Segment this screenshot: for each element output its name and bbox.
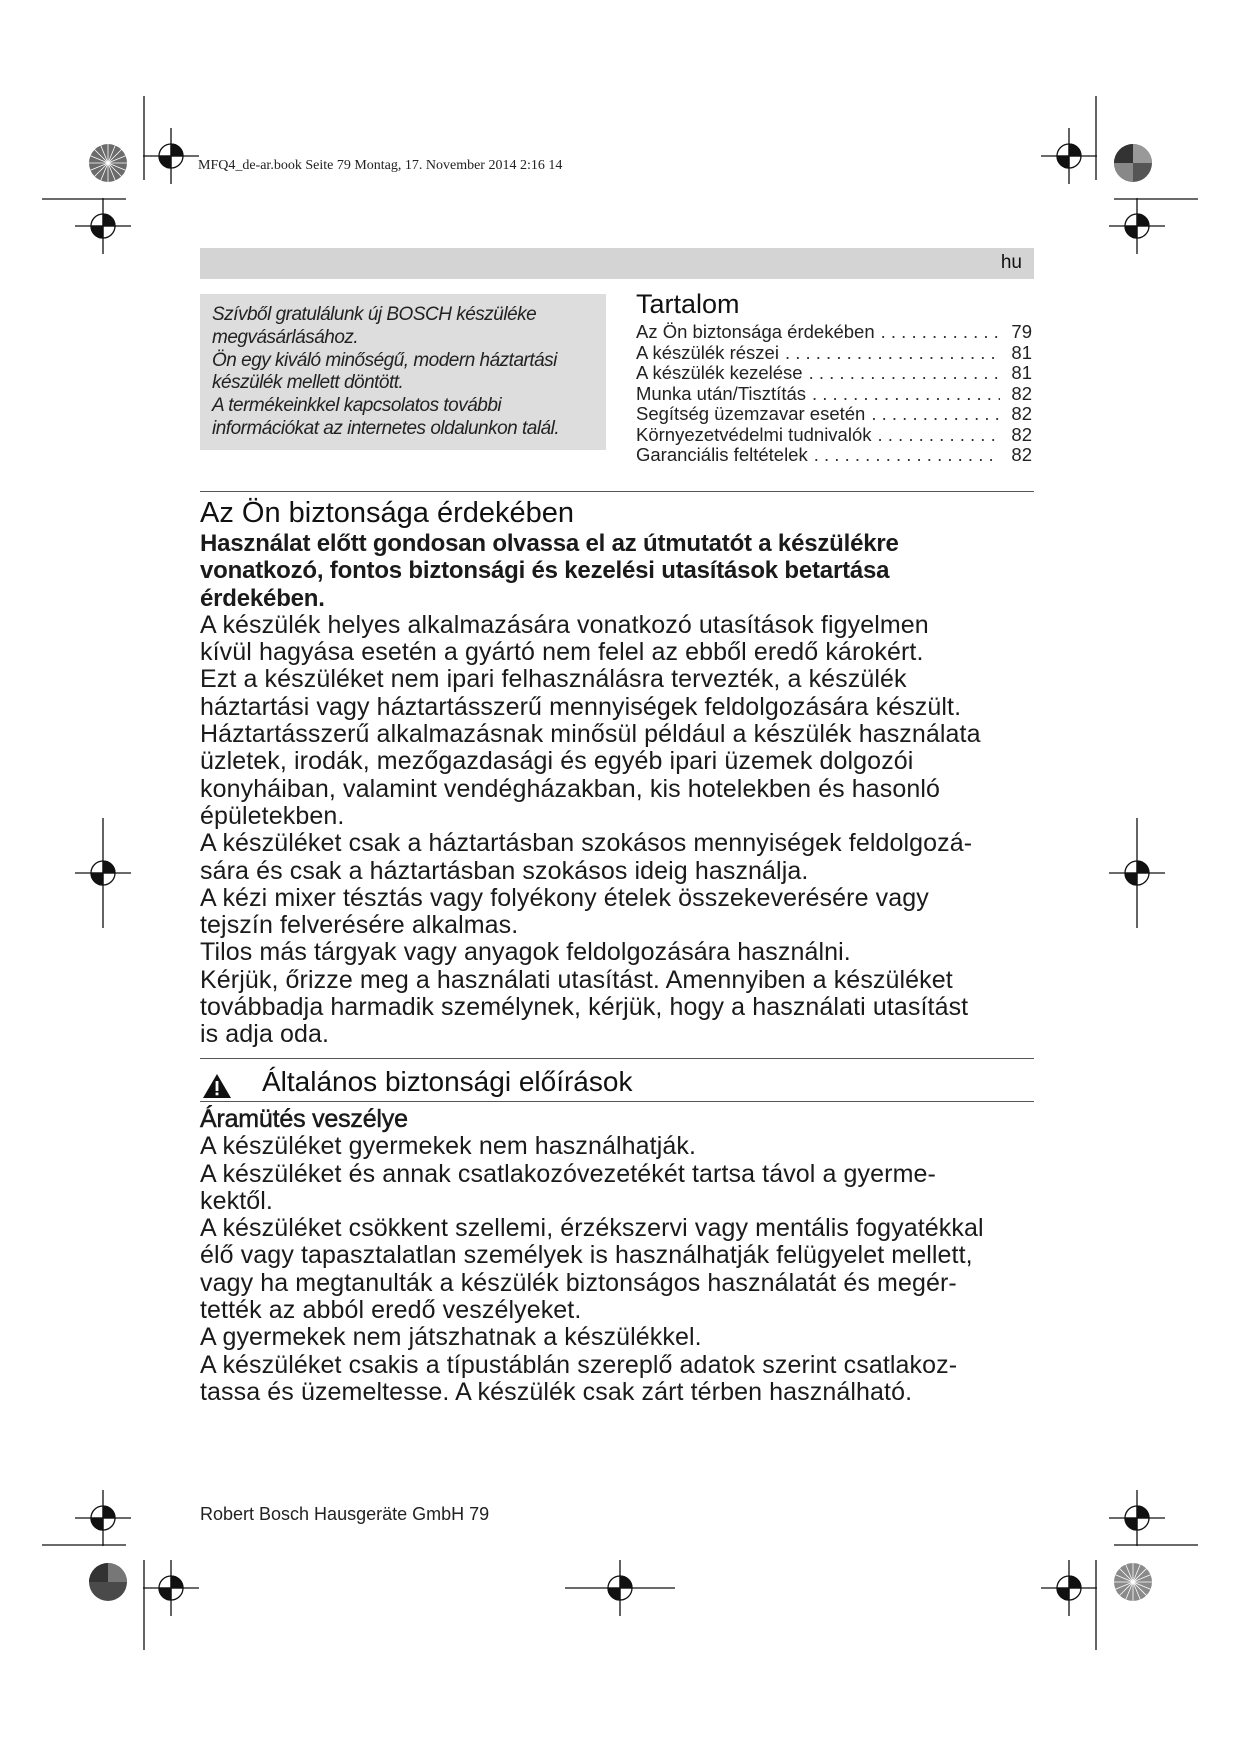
toc-leader-dots xyxy=(812,384,1000,405)
print-header: MFQ4_de-ar.book Seite 79 Montag, 17. November 2014 2:16 14 xyxy=(198,158,563,173)
page-footer: Robert Bosch Hausgeräte GmbH 79 xyxy=(200,1504,490,1524)
safety-bold-line: vonatkozó, fontos biztonsági és kezelési utasítások betartása xyxy=(200,557,890,585)
safety-bold-line: Használat előtt gondosan olvassa el az útmutatót a készülékre xyxy=(200,530,899,557)
general-body-line: kektől. xyxy=(200,1186,273,1215)
toc-entry-page: 82 xyxy=(1011,423,1032,445)
safety-body-line: kívül hagyása esetén a gyártó nem felel az ebből eredő károkért. xyxy=(200,638,924,667)
general-body-line: A készüléket gyermekek nem használhatják. xyxy=(200,1132,697,1161)
toc-leader-dots xyxy=(881,322,1000,343)
electric-shock-subheading: Áramütés veszélye xyxy=(200,1105,408,1133)
safety-body-line: továbbadja harmadik személynek, kérjük, hogy a használati utasítást xyxy=(200,993,969,1022)
safety-heading: Az Ön biztonsága érdekében xyxy=(200,497,575,529)
section-divider xyxy=(200,1101,1034,1102)
toc-entry-label: A készülék kezelése xyxy=(636,362,803,383)
safety-body-line: üzletek, irodák, mezőgazdasági és egyéb ipari üzemek dolgozói xyxy=(200,747,914,776)
section-divider xyxy=(200,491,1034,492)
safety-body-line: tejszín felverésére alkalmas. xyxy=(200,911,519,940)
general-body-line: tassa és üzemeltesse. A készülék csak zárt térben használható. xyxy=(200,1377,913,1406)
toc-entry[interactable] xyxy=(636,322,1032,343)
safety-body-line: A készülék helyes alkalmazására vonatkozó utasítások figyelmen xyxy=(200,610,929,639)
intro-line: információkat az internetes oldalunkon talál. xyxy=(212,417,560,439)
safety-body-line: épületekben. xyxy=(200,801,345,830)
safety-section xyxy=(200,496,1050,1049)
safety-body-line: sára és csak a háztartásban szokásos ideig használja. xyxy=(200,856,809,885)
toc-entry-label: Az Ön biztonsága érdekében xyxy=(636,321,875,342)
toc-entry-page: 82 xyxy=(1011,382,1032,404)
table-of-contents xyxy=(636,288,1032,466)
warning-triangle-icon xyxy=(202,1073,232,1099)
toc-entry-page: 82 xyxy=(1011,403,1032,424)
intro-line: A termékeinkkel kapcsolatos további xyxy=(212,395,502,417)
toc-entry[interactable] xyxy=(636,445,1032,466)
toc-entry-page: 81 xyxy=(1011,341,1032,363)
general-body-line: A gyermekek nem játszhatnak a készülékkel. xyxy=(200,1323,702,1352)
general-body-line: A készüléket csakis a típustáblán szereplő adatok szerint csatlakoz- xyxy=(200,1350,958,1379)
toc-leader-dots xyxy=(785,343,1000,364)
general-safety-heading: Általános biztonsági előírások xyxy=(262,1066,633,1097)
toc-entry-label: Környezetvédelmi tudnivalók xyxy=(636,423,872,445)
toc-leader-dots xyxy=(878,425,1001,446)
intro-line: Szívből gratulálunk új BOSCH készüléke xyxy=(212,304,537,325)
toc-entry[interactable] xyxy=(636,404,1032,425)
general-body-line: A készüléket csökkent szellemi, érzékszervi vagy mentális fogyatékkal xyxy=(200,1214,984,1243)
toc-leader-dots xyxy=(809,363,1000,384)
toc-leader-dots xyxy=(871,404,1000,425)
safety-body-line: Ezt a készüléket nem ipari felhasználásra tervezték, a készülék xyxy=(200,665,907,694)
toc-entry-label: Segítség üzemzavar esetén xyxy=(636,403,866,424)
toc-entry-label: Garanciális feltételek xyxy=(636,444,808,465)
toc-entry-page: 82 xyxy=(1011,444,1032,465)
toc-entry[interactable] xyxy=(636,384,1032,405)
toc-entry-page: 81 xyxy=(1011,362,1032,383)
safety-body-line: A készüléket csak a háztartásban szokásos mennyiségek feldolgozá- xyxy=(200,829,973,858)
safety-body-line: A kézi mixer tésztás vagy folyékony ételek összekeverésére vagy xyxy=(200,883,929,912)
safety-bold-line: érdekében. xyxy=(200,584,325,612)
toc-entry[interactable] xyxy=(636,343,1032,364)
intro-box xyxy=(200,294,606,450)
general-safety-section xyxy=(200,1106,1050,1406)
toc-leader-dots xyxy=(814,445,1000,466)
general-body-line: tették az abból eredő veszélyeket. xyxy=(200,1296,582,1325)
safety-body-line: konyháiban, valamint vendégházakban, kis hotelekben és hasonló xyxy=(200,774,941,803)
general-body-line: A készüléket és annak csatlakozóvezetékét tartsa távol a gyerme- xyxy=(200,1159,936,1188)
general-body-line: vagy ha megtanulták a készülék biztonságos használatát és megér- xyxy=(200,1268,957,1297)
safety-body-line: háztartási vagy háztartásszerű mennyiségek feldolgozására készült. xyxy=(200,692,962,721)
general-safety-header xyxy=(200,1063,1042,1103)
toc-entry-label: Munka után/Tisztítás xyxy=(636,382,806,404)
toc-title: Tartalom xyxy=(636,289,740,319)
toc-entry-label: A készülék részei xyxy=(636,341,779,363)
toc-entry[interactable] xyxy=(636,425,1032,446)
language-code: hu xyxy=(1000,252,1022,273)
intro-line: megvásárlásához. xyxy=(212,326,359,348)
general-body-line: élő vagy tapasztalatlan személyek is használhatják felügyelet mellett, xyxy=(200,1241,973,1270)
safety-body-line: Kérjük, őrizze meg a használati utasítást. Amennyiben a készüléket xyxy=(200,965,953,994)
intro-line: Ön egy kiváló minőségű, modern háztartási xyxy=(212,349,557,371)
safety-body-line: is adja oda. xyxy=(200,1020,330,1049)
toc-entry-page: 79 xyxy=(1011,321,1032,342)
toc-entry[interactable] xyxy=(636,363,1032,384)
safety-body-line: Háztartásszerű alkalmazásnak minősül például a készülék használata xyxy=(200,720,981,749)
intro-line: készülék mellett döntött. xyxy=(212,372,404,394)
language-bar xyxy=(200,248,1034,279)
section-divider xyxy=(200,1058,1034,1059)
safety-body-line: Tilos más tárgyak vagy anyagok feldolgozására használni. xyxy=(200,938,851,967)
